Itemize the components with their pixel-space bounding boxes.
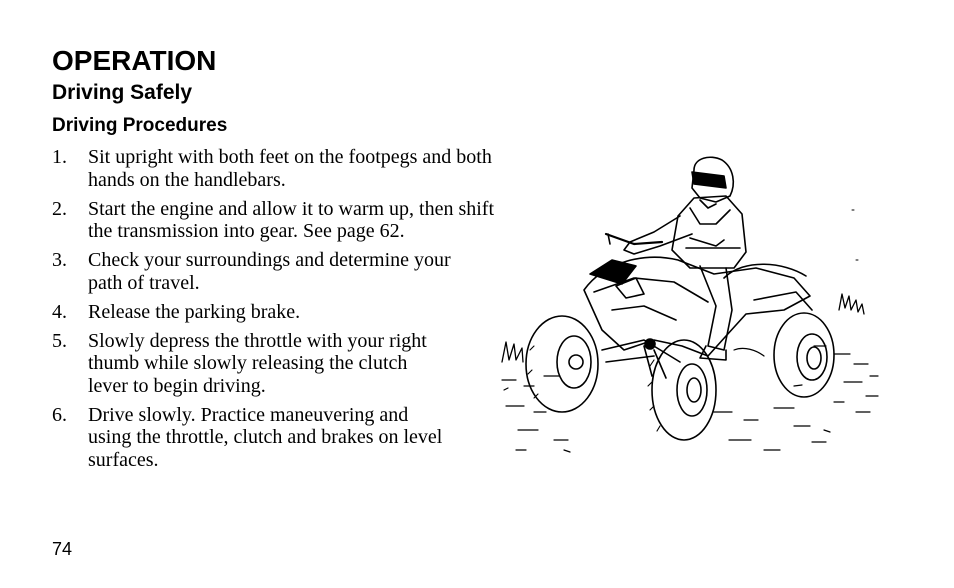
step-line: lever to begin driving. (88, 374, 266, 397)
step-line: Drive slowly. Practice maneuvering and (88, 403, 409, 426)
step-number: 3. (52, 249, 67, 271)
step-item (52, 198, 494, 243)
step-line: Sit upright with both feet on the footpegs and both (88, 146, 492, 168)
step-line: using the throttle, clutch and brakes on level (88, 426, 443, 448)
step-number: 1. (52, 146, 67, 168)
step-number: 4. (52, 300, 67, 323)
step-item (52, 330, 494, 398)
step-number: 5. (52, 329, 67, 352)
grass-tufts (502, 294, 864, 362)
step-line: surfaces. (88, 448, 159, 471)
step-line: thumb while slowly releasing the clutch (88, 352, 408, 374)
step-line: Slowly depress the throttle with your right (88, 329, 427, 352)
front-left-wheel (526, 316, 598, 412)
subsection-title: Driving Safely (52, 81, 193, 104)
rear-wheel (774, 313, 834, 397)
step-line: Start the engine and allow it to warm up, then shift (88, 197, 495, 220)
rider-arm (624, 216, 692, 254)
procedure-steps (52, 146, 494, 478)
page-number: 74 (52, 539, 73, 559)
step-item (52, 146, 494, 191)
step-line: the transmission into gear. See page 62. (88, 220, 405, 242)
step-number: 6. (52, 403, 67, 426)
handlebar (606, 234, 662, 244)
step-line: path of travel. (88, 271, 200, 294)
rider-leg (700, 266, 732, 350)
step-item (52, 404, 494, 472)
step-item (52, 249, 494, 294)
step-line: Release the parking brake. (88, 300, 301, 323)
procedure-heading: Driving Procedures (52, 115, 228, 136)
section-title: OPERATION (52, 45, 217, 76)
atv-rider-illustration (494, 150, 884, 460)
step-line: hands on the handlebars. (88, 168, 286, 191)
step-item (52, 301, 494, 324)
step-line: Check your surroundings and determine your (88, 249, 451, 271)
step-number: 2. (52, 197, 67, 220)
